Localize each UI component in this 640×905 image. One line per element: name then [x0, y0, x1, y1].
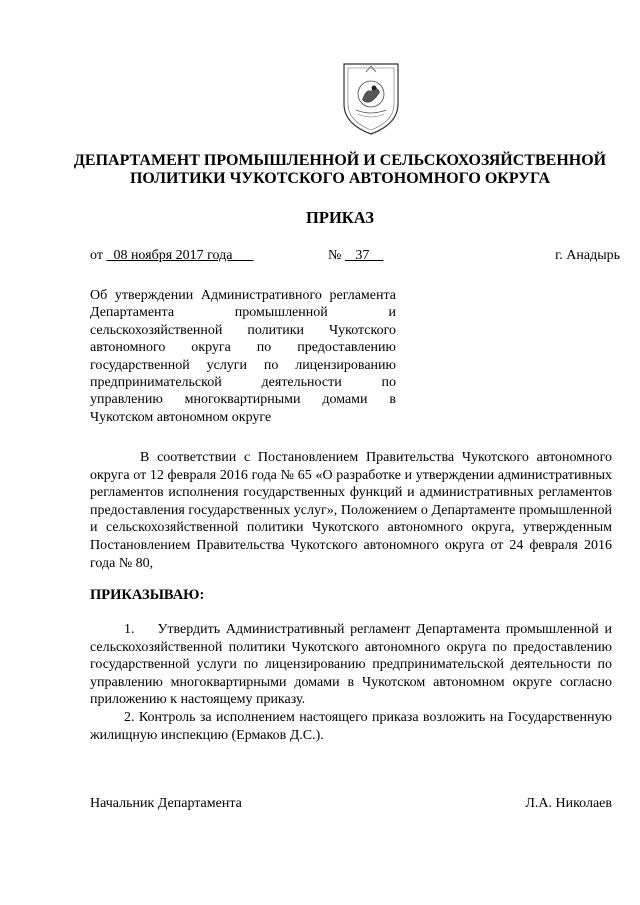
order-item-1: 1. Утвердить Административный регламент Департамента промышленной и сельскохозяйственной политики Чукотского автономного округа по предоставлению государственной услуги по лицензированию предпринимательской деятельности по управлению многоквартирными домами в Чукотском автономном округе согласно приложению к настоящему приказу. — [90, 622, 612, 708]
number-prefix: № — [328, 248, 342, 263]
signatory-position: Начальник Департамента — [90, 796, 242, 811]
organization-name-line2: ПОЛИТИКИ ЧУКОТСКОГО АВТОНОМНОГО ОКРУГА — [129, 170, 551, 187]
number-text: 37 — [355, 248, 370, 263]
order-items — [90, 621, 612, 744]
preamble-paragraph: В соответствии с Постановлением Правительства Чукотского автономного округа от 12 февраля 2016 года № 65 «О разработке и утверждении административных регламентов исполнения государственных функций и административных регламентов предоставления государственных услуг», Положением о Департаменте промышленной и сельскохозяйственной политики Чукотского автономного округа, утвержденным Постановлением Правительства Чукотского автономного округа от 24 февраля 2016 года № 80, — [90, 450, 612, 571]
document-meta — [90, 247, 620, 267]
organization-name-line1: ДЕПАРТАМЕНТ ПРОМЫШЛЕННОЙ И СЕЛЬСКОХОЗЯЙСТВЕННОЙ — [73, 152, 607, 169]
date-field — [90, 247, 254, 265]
date-value — [106, 247, 253, 265]
number-field — [328, 247, 383, 265]
chukotka-coat-of-arms-icon — [336, 58, 406, 138]
organization-name — [60, 152, 620, 188]
order-item-2: 2. Контроль за исполнением настоящего приказа возложить на Государственную жилищную инспекцию (Ермаков Д.С.). — [90, 709, 612, 743]
document-type: ПРИКАЗ — [306, 208, 374, 227]
order-subject: Об утверждении Административного регламента Департамента промышленной и сельскохозяйственной политики Чукотского автономного округа по предоставлению государственной услуги по лицензированию предпринимательской деятельности по управлению многоквартирными домами в Чукотском автономном округе — [90, 288, 396, 425]
signature-block — [90, 795, 612, 815]
city: г. Анадырь — [555, 248, 620, 263]
order-heading: ПРИКАЗЫВАЮ: — [90, 587, 205, 603]
number-value — [345, 247, 384, 265]
signatory-name: Л.А. Николаев — [525, 796, 612, 811]
date-prefix: от — [90, 248, 103, 263]
date-text: 08 ноября 2017 года — [113, 248, 233, 263]
